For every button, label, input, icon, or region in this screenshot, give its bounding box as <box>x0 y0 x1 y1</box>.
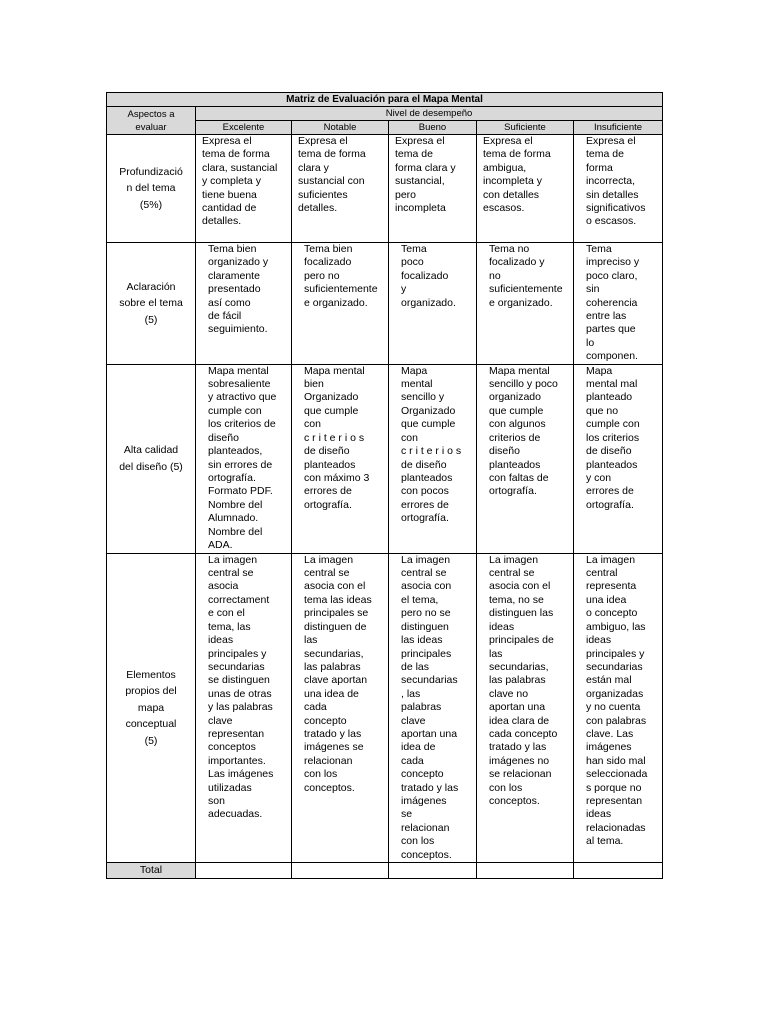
total-cell <box>477 863 574 879</box>
table-cell: Mapa mental sobresaliente y atractivo que cumple con los criterios de diseño planteados, sin errores de ortografía. Formato PDF. Nombre del Alumnado. Nombre del ADA. <box>196 364 292 553</box>
level-notable: Notable <box>292 121 389 135</box>
table-cell: Mapa mental mal planteado que no cumple con los criterios de diseño planteados y con errores de ortografía. <box>574 364 663 553</box>
level-suficiente: Suficiente <box>477 121 574 135</box>
table-cell: Expresa el tema de forma clara y sustancial, pero incompleta <box>389 135 477 243</box>
total-row <box>107 863 663 879</box>
table-cell: Tema bien organizado y claramente presentado así como de fácil seguimiento. <box>196 243 292 365</box>
row-label-alta-calidad: Alta calidad del diseño (5) <box>107 364 196 553</box>
level-insuficiente: Insuficiente <box>574 121 663 135</box>
table-row <box>107 243 663 365</box>
table-cell: Mapa mental sencillo y Organizado que cumple con c r i t e r i o s de diseño planteados con pocos errores de ortografía. <box>389 364 477 553</box>
table-cell: Expresa el tema de forma clara, sustancial y completa y tiene buena cantidad de detalles. <box>196 135 292 243</box>
table-row <box>107 553 663 862</box>
table-cell: Tema no focalizado y no suficientemente e organizado. <box>477 243 574 365</box>
total-cell <box>389 863 477 879</box>
table-cell: La imagen central se asocia con el tema las ideas principales se distinguen de las secundarias, las palabras clave aportan una idea de cada concepto tratado y las imágenes se relacionan con los conceptos. <box>292 553 389 862</box>
table-row <box>107 364 663 553</box>
table-row <box>107 135 663 243</box>
table-cell: Mapa mental bien Organizado que cumple con c r i t e r i o s de diseño planteados con máximo 3 errores de ortografía. <box>292 364 389 553</box>
level-excelente: Excelente <box>196 121 292 135</box>
evaluation-matrix-table <box>106 92 663 879</box>
table-cell: La imagen central representa una idea o concepto ambiguo, las ideas principales y secundarias están mal organizadas y no cuenta con palabras clave. Las imágenes han sido mal seleccionada s porque no representan ideas relacionadas al tema. <box>574 553 663 862</box>
total-label: Total <box>107 863 196 879</box>
table-cell: Tema impreciso y poco claro, sin coherencia entre las partes que lo componen. <box>574 243 663 365</box>
performance-level-header: Nivel de desempeño <box>196 107 663 121</box>
row-label-aclaracion: Aclaración sobre el tema (5) <box>107 243 196 365</box>
table-cell: Tema bien focalizado pero no suficientemente e organizado. <box>292 243 389 365</box>
table-cell: Expresa el tema de forma incorrecta, sin detalles significativos o escasos. <box>574 135 663 243</box>
table-cell: Tema poco focalizado y organizado. <box>389 243 477 365</box>
table-cell: La imagen central se asocia correctament e con el tema, las ideas principales y secundarias se distinguen unas de otras y las palabras clave representan conceptos importantes. Las imágenes utilizadas son adecuadas. <box>196 553 292 862</box>
aspects-header: Aspectos a evaluar <box>107 107 196 135</box>
total-cell <box>292 863 389 879</box>
table-cell: Expresa el tema de forma clara y sustancial con suficientes detalles. <box>292 135 389 243</box>
table-title: Matriz de Evaluación para el Mapa Mental <box>107 93 663 107</box>
row-label-elementos: Elementos propios del mapa conceptual (5) <box>107 553 196 862</box>
level-bueno: Bueno <box>389 121 477 135</box>
row-label-profundizacion: Profundizació n del tema (5%) <box>107 135 196 243</box>
table-cell: La imagen central se asocia con el tema, no se distinguen las ideas principales de las secundarias, las palabras clave no aportan una idea clara de cada concepto tratado y las imágenes no se relacionan con los conceptos. <box>477 553 574 862</box>
table-cell: Expresa el tema de forma ambigua, incompleta y con detalles escasos. <box>477 135 574 243</box>
table-cell: Mapa mental sencillo y poco organizado que cumple con algunos criterios de diseño planteados con faltas de ortografía. <box>477 364 574 553</box>
table-cell: La imagen central se asocia con el tema, pero no se distinguen las ideas principales de las secundarias , las palabras clave aportan una idea de cada concepto tratado y las imágenes se relacionan con los conceptos. <box>389 553 477 862</box>
total-cell <box>574 863 663 879</box>
total-cell <box>196 863 292 879</box>
